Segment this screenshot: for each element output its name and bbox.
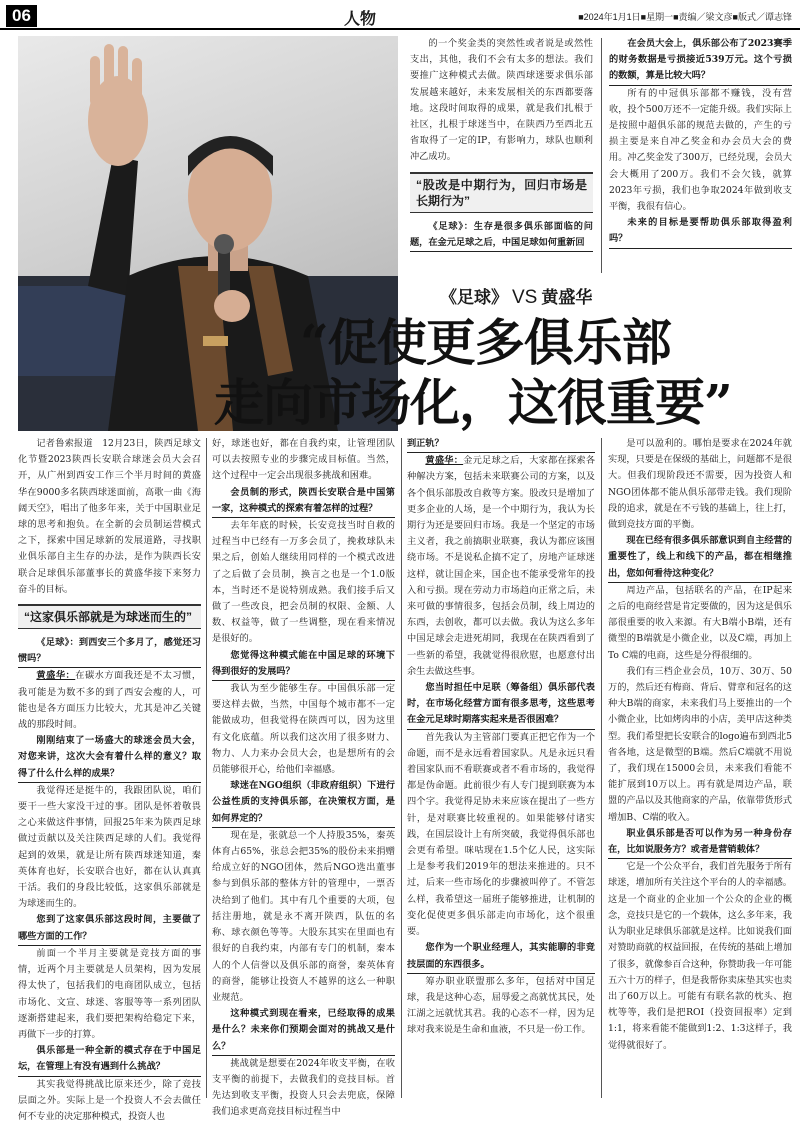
page-header	[0, 0, 800, 30]
question: 俱乐部是一种全新的模式存在于中国足坛，在管理上有没有遇到什么挑战？	[18, 1043, 201, 1076]
question: 球迷在NGO组织（非政府组织）下进行公益性质的支持俱乐部，在决策权方面，是如何界定的？	[212, 778, 395, 828]
column-4-top	[609, 36, 792, 276]
subhead: “这家俱乐部就是为球迷而生的”	[18, 604, 201, 629]
column-1	[18, 436, 202, 1122]
kicker-left: 《足球》	[440, 288, 508, 307]
question: 现在已经有很多俱乐部意识到自主经营的重要性了，线上和线下的产品，都在相继推出，您如何看待这种变化？	[608, 533, 792, 583]
section-title: 人物	[343, 11, 376, 28]
question: 您到了这家俱乐部这段时间，主要做了哪些方面的工作？	[18, 912, 201, 945]
answer	[407, 453, 595, 680]
headline-line-2: 走向市场化，这很重要”	[214, 373, 732, 432]
question: 会员制的形式，陕西长安联合是中国第一家，这种模式的探索有着怎样的过程？	[212, 485, 395, 518]
column-divider	[601, 438, 602, 1098]
subhead: “股改是中期行为，回归市场是长期行为”	[410, 172, 593, 213]
question: 您作为一个职业经理人，其实能聊的非竞技层面的东西很多。	[407, 940, 595, 973]
answer	[18, 668, 201, 733]
answer: 我认为至少能够生存。中国俱乐部一定要这样去做，当然，中国每个城市都不一定能做成功，但我觉得在陕西可以，因为这里有文化底蕴。所以我们这次用了很多财力、物力、人力来办会员大会，也是想所有的会员能够很开心，给他们幸福感。	[212, 683, 395, 776]
column-3-top	[410, 36, 593, 276]
column-3	[407, 436, 595, 1100]
column-divider	[601, 38, 602, 273]
question: 到正轨？	[407, 436, 595, 453]
question: 《足球》：生存是很多俱乐部面临的问题，在金元足球之后，中国足球如何重新回	[410, 219, 593, 252]
column-divider	[206, 438, 207, 1098]
answer-speaker: 黄盛华：	[36, 670, 76, 682]
answer: 它是一个公众平台，我们首先服务于所有球迷，增加所有关注这个平台的人的幸福感。这是一个商业的企业加一个公众的企业的概念，竞技只是它的一个载体，这么多年来，我认为职业足球俱乐部就是这样。比如说我们面对赞助商就的权益回报，在传统的基础上增加了很多，就像参百合这种，你赞助我一年可能五六十万的样子，但是我帮你卖床垫其实也卖出了60万以上。可能有有联名款的枕头、抱枕等等，我们是把ROI（投资回报率）定到1:1，将来看能不能做到1:2、1:3这样子，我觉得就很好了。	[608, 861, 792, 1051]
answer: 筹办职业联盟那么多年，包括对中国足球，我是这种心态，屈辱爱之高就忧其民，处江湖之远就忧其君。我的心态不一样，因为足球对我来说是生命和血液，不只是一份工作。	[407, 975, 595, 1036]
page-number: 06	[6, 5, 37, 27]
answer: 首先我认为主管部门要真正把它作为一个命题，而不是永远看着国家队。凡是永远只看着国家队而不看联赛或者不看市场的，我觉得都是伪命题。此前很少有人专门提到联赛为本四个字。我觉得足协未来应该在提出了一些方针，是对联赛比较重视的。如果能够付诸实践，在国层设计上有所突破，我觉得俱乐部也会更有希望。咪咕现在1.5个亿人民，这实际上是参考我们2019年的想法来推进的。只不过，后来一些市场化的步骤被叫停了。不管怎么样，我希望这一届班子能够推进，让机制的变化促使更多俱乐部走向市场化，这个很重要。	[407, 731, 595, 938]
answer: 现在是，张就总一个人持股35%，秦英体育占65%，张总会把35%的股份未来捐赠给成立好的NGO团体，然后NGO选出董事参与到俱乐部的整体方针的管理中，一票否决给到了他们。其中有几个重要的大项，包括注册地，就是永不离开陕西，队伍的名称、球衣颜色等等。大股东其实在里面也有很好的自我约束，内部有专门的机制，秦本人的个人信誉以及俱乐部的商誉，秦英体育的商誉，能够让投资人不越界的这么一种职业规范。	[212, 829, 395, 1003]
article-paragraph: 是可以盈利的。哪怕是要求在2024年就实现，只要是在保级的基础上，问题都不是很大。但我们现阶段还不需要，因为投资人和NGO团体都不能从俱乐部带走钱。我们现阶段的追求，就是在不亏钱的基础上，往上打，做到竞技方面的平衡。	[608, 438, 792, 531]
answer-text: 金元足球之后，大家都在探索各种解决方案，包括未来联赛公司的方案，以及各个俱乐部股改自救等方案。股改只是增加了更多企业的人场，是一个中期行为，我认为长期行为还是要回归市场。我是一个坚定的市场主义者，我之前搞职业联赛，我认为都应该围绕市场。不是说私企搞不定了，房地产证球迷这样，就让国企来，国企也不能承受常年的投入和亏损。现在劳动力市场趋向正常之后，未来可做的事情很多，包括会员制，线上周边的东西，去创收，都可以去做。我认为这么多年中国足球会走进死胡同，我现在在陕西看到了一些新的希望，我就觉得很欣慰，也愿意付出余生去做这些事。	[407, 455, 596, 677]
question: 在会员大会上，俱乐部公布了2023赛季的财务数据是亏损接近539万元。这个亏损的数额，算是比较大吗？	[609, 36, 792, 86]
question: 职业俱乐部是否可以作为另一种身份存在，比如说服务方？或者是营销载体？	[608, 826, 792, 859]
answer: 前面一个半月主要就是竞技方面的事情，近两个月主要就是人员架构，因为发展得太快了，包括我们的电商团队成立，包括市场化、文宣、球迷、客服等等一系列团队逐渐搭建起来，我们要把架构给稳定下来，再做下一步的打算。	[18, 947, 201, 1040]
answer-text: 在碳水方面我还是不太习惯，我可能是为数不多的到了西安会瘦的人，可能也是各方面压力比较大，尤其是冲乙关键战的那段时间。	[18, 670, 202, 731]
kicker-vs: VS	[512, 287, 538, 308]
column-divider	[401, 438, 402, 1098]
answer: 我觉得还是挺牛的，我跟团队说，咱们要干一些大家没干过的事。团队是怀着敬畏之心来做这件事情，回报25年来为陕西足球做过贡献以及关注陕西足球的人们。我觉得起到的效果，就是让所有陕西球迷知道，秦英体育也好，长安联合也好，都在认认真真干活。我们的身段比较低，这家俱乐部就是为球迷而生的。	[18, 784, 201, 910]
column-2	[212, 436, 395, 1118]
article-paragraph: 好，球迷也好，都在自我约束，让管理团队可以去按照专业的步骤完成目标值。当然，这个过程中一定会出现很多挑战和困难。	[212, 438, 395, 482]
article-paragraph: 的一个奖金类的突然性或者说是或然性支出，其他，我们不会有太多的想法。我们要推广这种模式去做。陕西球迷要求俱乐部发展越来越好，未来发展相关的东西都要落地。这段时间取得的成果，就是我们扎根于社区，扎根于球迷当中，在陕西乃至西北五省取得了一定的IP，有影响力，球队也顺利冲乙成功。	[410, 38, 593, 163]
lead-paragraph: 记者鲁索报道 12月23日，陕西足球文化节暨2023陕西长安联合球迷会员大会召开，从广州到西安工作三个半月时间的黄盛华在9000多名陕西球迷面前，高歌一曲《海阔天空》，唱出了他多年来，关于中国职业足球的思考和抱负。在全新的会员制运营模式之下，探索中国足球新的发展道路，寻找职业俱乐部自主生存的办法，是作为陕西长安联合足球俱乐部董事长的黄盛华接下来努力奋斗的目标。	[18, 438, 201, 595]
issue-meta: ■2024年1月1日■星期一■责编／梁文彦■版式／谭志锋	[578, 12, 792, 22]
question: 这种模式到现在看来，已经取得的成果是什么？未来你们预期会面对的挑战又是什么？	[212, 1006, 395, 1056]
answer: 去年年底的时候，长安竞技当时自救的过程当中已经有一万多会员了，挽救球队未果之后，创始人继续用同样的一个模式改进了之后做了会员制，换言之也是一个1.0版本，当时还不是说特别成熟。我们接手后又做了一些改良，把会员制的权限、金额、人数、权益等，做了一些调整，现在看来情况是很好的。	[212, 520, 395, 645]
headline-line-1: “促使更多俱乐部	[300, 313, 671, 372]
kicker-right: 黄盛华	[541, 288, 593, 307]
answer: 其实我觉得挑战比原来还少，除了竞技层面之外。实际上是一个投资人不会去做任何不专业的决定那种模式，投资人也	[18, 1078, 201, 1122]
question: 《足球》：到西安三个多月了，感觉还习惯吗？	[18, 635, 201, 668]
answer: 周边产品，包括联名的产品，在IP起来之后的电商经营是肯定要做的，因为这是俱乐部很重要的收入来源。有大B端小B端，还有微型的B端就是小微企业，以及C端，再加上To C端的电商，这些是分得很细的。	[608, 584, 792, 661]
answer: 我们有三档企业会员，10万、30万、50万的，然后还有梅商、背后、臂章和冠名的这种大B端的商家，未来我们马上要推出的一个小微企业，比如烤肉串的小店，美甲店这种类型。我们希望把长安联合的logo遍布到西北5省各地，这是微型的B端。然后C端就不用说了，我们现在15000会员，未来我们看能不能扩展到10万以上。再有就是周边产品，联盟的产品以及其他商家的产品，依靠带货形式增加B、C端的收入。	[608, 665, 792, 823]
question: 您当时担任中足联（筹备组）俱乐部代表时，在市场化经营方面有很多思考，这些思考在金元足球时期落实起来是否很困难？	[407, 680, 595, 730]
question: 您觉得这种模式能在中国足球的环境下得到很好的发展吗？	[212, 648, 395, 681]
question: 未来的目标是要帮助俱乐部取得盈利吗？	[609, 215, 792, 248]
question: 刚刚结束了一场盛大的球迷会员大会，对您来讲，这次大会有着什么样的意义？取得了什么什么样的成果？	[18, 733, 201, 783]
answer-speaker: 黄盛华：	[425, 455, 464, 467]
answer: 挑战就是想要在2024年收支平衡，在收支平衡的前提下，去做我们的竞技目标。首先达到收支平衡，投资人只会去兜底，保障我们追求更高竞技目标过程当中	[212, 1057, 395, 1118]
article-paragraph: 所有的中冠俱乐部都不赚钱，没有营收，投个500万还不一定能升级。我们实际上是按照中超俱乐部的规范去做的，产生的亏损主要是来自冲乙奖金和办会员大会的费用。冲乙奖金发了300万，已经兑现，会员大会大概用了200万。我们不会欠钱，就算2023年亏损，我们也争取2024年做到收支平衡，我很有信心。	[609, 87, 792, 213]
column-4	[608, 436, 792, 1100]
